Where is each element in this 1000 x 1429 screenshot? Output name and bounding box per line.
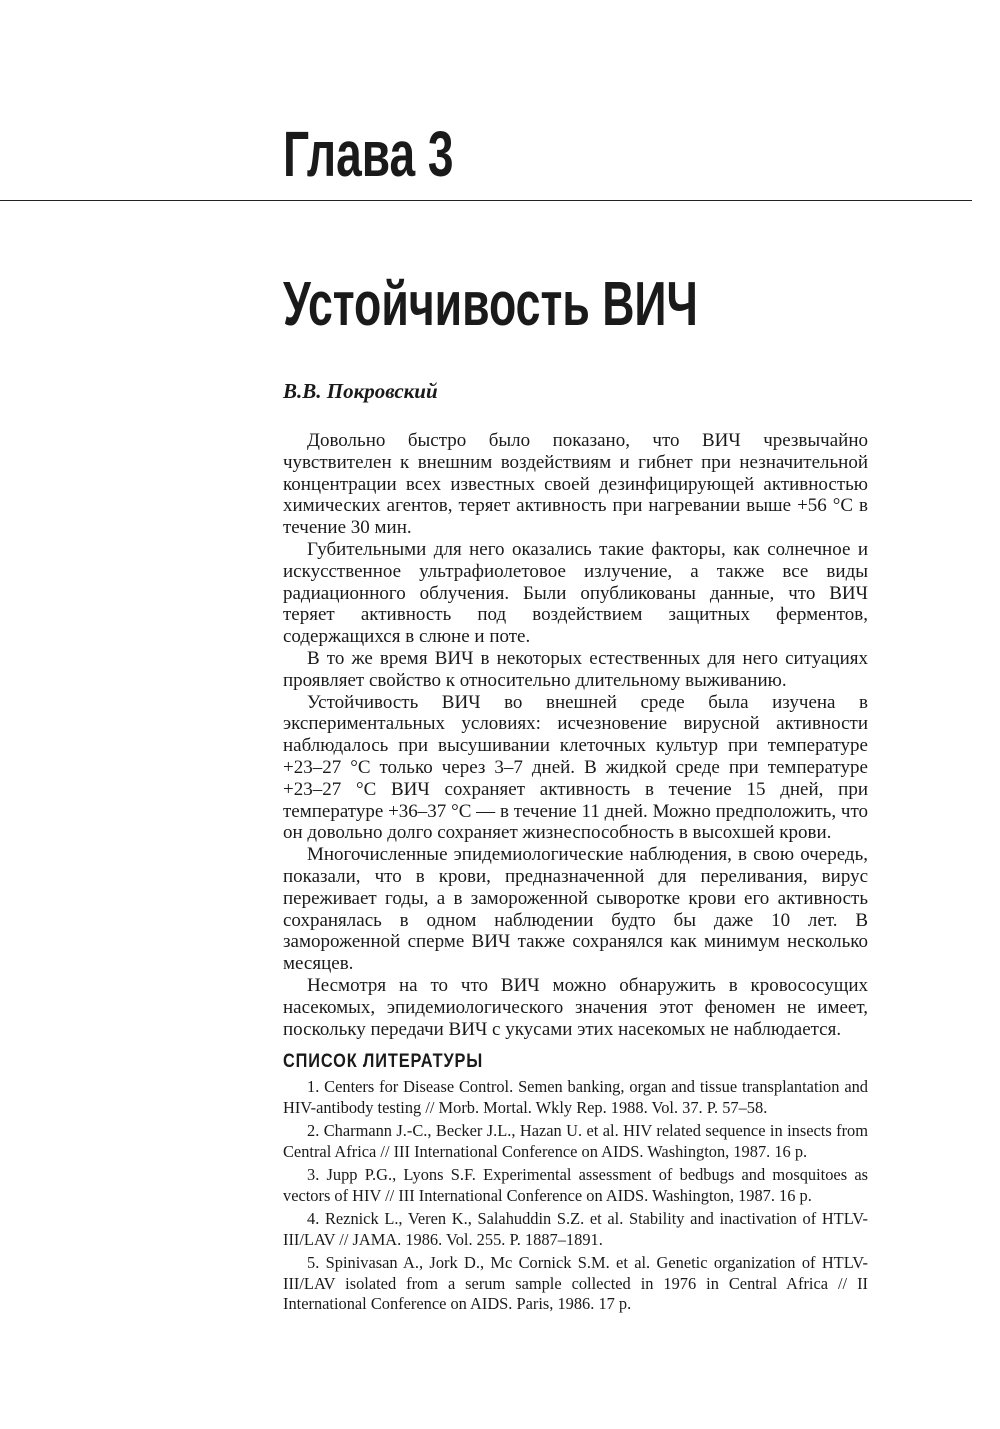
- reference-item: 5. Spinivasan A., Jork D., Mc Cornick S.M. et al. Genetic organization of HTLV- III/LAV isolated from a serum sample collected in 1976 in Central Africa // II International Conference on AIDS. Paris, 1986. 17 p.: [283, 1253, 868, 1313]
- references-heading: СПИСОК ЛИТЕРАТУРЫ: [283, 1051, 484, 1072]
- body-paragraph: В то же время ВИЧ в некоторых естественных для него ситуациях проявляет свойство к относительно длительному выживанию.: [283, 647, 868, 691]
- chapter-label: Глава 3: [283, 118, 454, 190]
- reference-item: 2. Charmann J.-C., Becker J.L., Hazan U. et al. HIV related sequence in insects from Central Africa // III International Conference on AIDS. Washington, 1987. 16 p.: [283, 1121, 868, 1161]
- reference-item: 1. Centers for Disease Control. Semen banking, organ and tissue transplantation and HIV-antibody testing // Morb. Mortal. Wkly Rep. 1988. Vol. 37. P. 57–58.: [283, 1077, 868, 1117]
- reference-item: 4. Reznick L., Veren K., Salahuddin S.Z. et al. Stability and inactivation of HTLV-III/LAV // JAMA. 1986. Vol. 255. P. 1887–1891.: [283, 1209, 868, 1249]
- chapter-title: Устойчивость ВИЧ: [283, 270, 698, 339]
- chapter-body: [283, 430, 868, 1040]
- body-paragraph: Устойчивость ВИЧ во внешней среде была изучена в экспериментальных условиях: исчезновение вирусной активности наблюдалось при высушивании клеточных культур при температуре +23–27 °С только через 3–7 дней. В жидкой среде при температуре +23–27 °С ВИЧ сохраняет активность в течение 15 дней, при температуре +36–37 °С — в течение 11 дней. Можно предположить, что он довольно долго сохраняет жизнеспособность в высохшей крови.: [283, 691, 868, 844]
- body-paragraph: Несмотря на то что ВИЧ можно обнаружить в кровососущих насекомых, эпидемиологического значения этот феномен не имеет, поскольку передачи ВИЧ с укусами этих насекомых не наблюдается.: [283, 974, 868, 1040]
- chapter-divider: [0, 200, 972, 201]
- body-paragraph: Довольно быстро было показано, что ВИЧ чрезвычайно чувствителен к внешним воздействиям и гибнет при незначительной концентрации всех известных своей дезинфицирующей активностью химических агентов, теряет активность при нагревании выше +56 °С в течение 30 мин.: [283, 430, 868, 539]
- author-name: В.В. Покровский: [283, 379, 438, 403]
- references-list: [283, 1077, 868, 1318]
- reference-item: 3. Jupp P.G., Lyons S.F. Experimental assessment of bedbugs and mosquitoes as vectors of HIV // III International Conference on AIDS. Washington, 1987. 16 p.: [283, 1165, 868, 1205]
- body-paragraph: Губительными для него оказались такие факторы, как солнечное и искусственное ультрафиолетовое излучение, а также все виды радиационного облучения. Были опубликованы данные, что ВИЧ теряет активность под воздействием защитных ферментов, содержащихся в слюне и поте.: [283, 538, 868, 648]
- body-paragraph: Многочисленные эпидемиологические наблюдения, в свою очередь, показали, что в крови, предназначенной для переливания, вирус переживает годы, а в замороженной сыворотке крови его активность сохранялась в одном наблюдении будто бы даже 10 лет. В замороженной сперме ВИЧ также сохранялся как минимум несколько месяцев.: [283, 844, 868, 975]
